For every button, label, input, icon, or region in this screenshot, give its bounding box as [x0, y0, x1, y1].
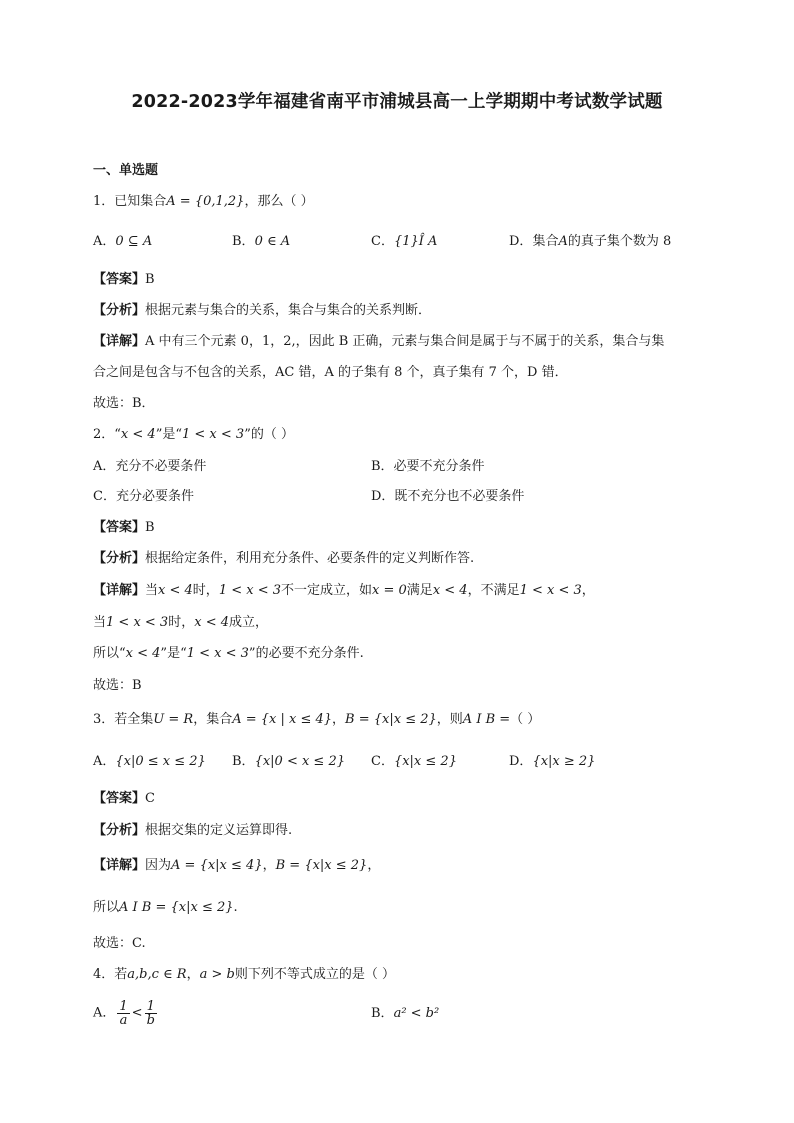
- q3-detail-2a: 所以: [93, 900, 120, 915]
- page-title: 2022-2023学年福建省南平市浦城县高一上学期期中考试数学试题: [131, 92, 663, 112]
- q1-stem-suffix: ，那么（ ）: [244, 194, 314, 209]
- q3-option-d: [509, 753, 595, 771]
- q1-option-a-math: 0 ⊆ A: [115, 234, 153, 249]
- q1-choice: 故选：B．: [93, 396, 155, 411]
- q1-option-d: [509, 233, 671, 251]
- q2-analysis-tag: 【分析】: [93, 551, 146, 566]
- q1-stem-prefix: 1．已知集合: [93, 194, 167, 209]
- q2-detail-2c: 成立，: [229, 615, 269, 630]
- q3-detail-tag: 【详解】: [93, 858, 146, 873]
- q4-option-a-less-than: <: [131, 1005, 143, 1021]
- q4-option-b: [371, 1005, 439, 1023]
- q3-option-a: [93, 753, 206, 771]
- q3-detail-2-math-1: A I B = {x|x ≤ 2}: [119, 900, 234, 915]
- q1-option-d-math: A: [558, 234, 568, 249]
- q2-answer-value: B: [145, 520, 155, 535]
- q3-stem-math-1: U = R: [153, 712, 194, 727]
- q4-fraction-1-denominator: a: [119, 1013, 128, 1028]
- q1-analysis-tag: 【分析】: [93, 303, 146, 318]
- q4-option-b-label: B．: [371, 1006, 394, 1021]
- q1-option-b: [232, 233, 290, 251]
- q2-detail-1-math-5: 1 < x < 3: [519, 583, 582, 598]
- q4-fraction-1-numerator: 1: [119, 999, 128, 1014]
- q3-detail-1a: 因为: [145, 858, 172, 873]
- q3-detail-1c: ，: [367, 858, 381, 873]
- q2-detail-1e: ，不满足: [467, 583, 520, 598]
- q2-choice: 故选：B: [93, 678, 142, 693]
- q2-detail-3b: ”是“: [160, 646, 187, 661]
- q2-detail-1c: 不一定成立，如: [281, 583, 373, 598]
- q2-detail-1-math-2: 1 < x < 3: [218, 583, 282, 598]
- q3-option-a-math: {x|0 ≤ x ≤ 2}: [115, 754, 206, 769]
- q3-option-d-math: {x|x ≥ 2}: [532, 754, 596, 769]
- q2-analysis-text: 根据给定条件，利用充分条件、必要条件的定义判断作答.: [145, 551, 475, 566]
- q3-option-c-label: C．: [371, 754, 394, 769]
- q1-option-a: [93, 233, 152, 251]
- q1-detail-line-2: 合之间是包含与不包含的关系，AC 错，A 的子集有 8 个，真子集有 7 个，D 错．: [93, 365, 568, 380]
- q4-stem-math-1: a,b,c ∈ R: [127, 967, 187, 982]
- q2-answer: [93, 519, 155, 537]
- q2-detail-1-math-3: x = 0: [372, 583, 407, 598]
- q1-detail-text-1: A 中有三个元素 0，1，2,，因此 B 正确，元素与集合间是属于与不属于的关系，集合与集: [145, 334, 665, 349]
- q2-detail-tag: 【详解】: [93, 583, 146, 598]
- q3-detail-line-2: [93, 899, 238, 917]
- q2-option-a: A．充分不必要条件: [93, 459, 207, 474]
- q2-answer-tag: 【答案】: [93, 520, 146, 535]
- q3-stem-suffix: （ ）: [510, 712, 541, 727]
- q3-stem-prefix: 3．若全集: [93, 712, 154, 727]
- q3-detail-1-math-2: B = {x|x ≤ 2}: [275, 858, 368, 873]
- q2-detail-2b: 时，: [168, 615, 195, 630]
- q2-detail-1-math-1: x < 4: [158, 583, 193, 598]
- q3-detail-1-math-1: A = {x|x ≤ 4}: [171, 858, 263, 873]
- q3-stem-mid-2: ，: [332, 712, 346, 727]
- q3-option-a-label: A．: [93, 754, 116, 769]
- q2-detail-2a: 当: [93, 615, 107, 630]
- q2-detail-2-math-1: 1 < x < 3: [106, 615, 169, 630]
- question-2-stem: [93, 426, 294, 444]
- q3-answer: [93, 790, 155, 808]
- q2-detail-3-math-1: x < 4: [125, 646, 161, 661]
- q2-stem-math-1: x < 4: [120, 427, 156, 442]
- q4-option-b-math: a² < b²: [393, 1006, 440, 1021]
- q3-analysis: [93, 822, 292, 840]
- q3-option-d-label: D．: [509, 754, 533, 769]
- q3-stem-mid-1: ，集合: [193, 712, 233, 727]
- q2-analysis: [93, 550, 474, 568]
- q1-detail-tag: 【详解】: [93, 334, 146, 349]
- q2-detail-line-3: [93, 645, 364, 663]
- q3-stem-math-4: A I B =: [462, 712, 511, 727]
- q3-stem-math-3: B = {x|x ≤ 2}: [345, 712, 437, 727]
- q1-option-d-label: D．: [509, 234, 533, 249]
- q1-option-d-text-suffix: 的真子集个数为 8: [567, 234, 672, 249]
- q4-option-a: [93, 1000, 159, 1027]
- q2-option-c: C．充分必要条件: [93, 489, 194, 504]
- q1-option-b-math: 0 ∈ A: [254, 234, 291, 249]
- q2-detail-3-math-2: 1 < x < 3: [186, 646, 249, 661]
- q3-answer-tag: 【答案】: [93, 791, 146, 806]
- q1-option-d-text-prefix: 集合: [532, 234, 559, 249]
- q3-answer-value: C: [145, 791, 155, 806]
- q4-stem-prefix: 4．若: [93, 967, 128, 982]
- q2-detail-1b: 时，: [192, 583, 219, 598]
- q2-detail-line-2: [93, 614, 268, 632]
- q3-analysis-text: 根据交集的定义运算即得.: [145, 823, 293, 838]
- q1-analysis-text: 根据元素与集合的关系，集合与集合的关系判断．: [145, 303, 432, 318]
- q3-detail-line-1: [93, 857, 380, 875]
- q2-stem-suffix: ”的（ ）: [244, 427, 294, 442]
- section-heading: 一、单选题: [93, 163, 159, 178]
- q1-answer-value: B: [145, 272, 155, 287]
- q4-option-a-label: A．: [93, 1005, 116, 1021]
- q1-option-a-label: A．: [93, 234, 116, 249]
- q4-fraction-2-denominator: b: [146, 1013, 155, 1028]
- q2-detail-1a: 当: [145, 583, 159, 598]
- q1-answer-tag: 【答案】: [93, 272, 146, 287]
- q1-stem-math: A = {0,1,2}: [166, 194, 245, 209]
- q3-choice: 故选：C.: [93, 936, 146, 951]
- q4-option-a-fraction-2: [145, 1000, 157, 1027]
- q4-fraction-2-numerator: 1: [145, 1000, 157, 1014]
- q2-option-d: D．既不充分也不必要条件: [371, 489, 525, 504]
- q4-option-a-fraction-1: [117, 1000, 129, 1027]
- q1-option-c: [371, 233, 437, 251]
- q3-stem-math-2: A = {x | x ≤ 4}: [232, 712, 333, 727]
- q4-stem-suffix: 则下列不等式成立的是（ ）: [234, 967, 395, 982]
- q1-detail-line-1: [93, 333, 664, 351]
- question-1-stem: [93, 193, 314, 211]
- question-4-stem: [93, 966, 395, 984]
- q2-detail-2-math-2: x < 4: [194, 615, 229, 630]
- q2-detail-1f: ，: [581, 583, 595, 598]
- q1-analysis: [93, 302, 431, 320]
- q3-analysis-tag: 【分析】: [93, 823, 146, 838]
- q1-option-c-label: C．: [371, 234, 394, 249]
- q2-detail-3c: ”的必要不充分条件.: [248, 646, 364, 661]
- q1-option-c-math: {1}Î A: [393, 234, 438, 249]
- q3-option-c-math: {x|x ≤ 2}: [393, 754, 457, 769]
- q3-detail-1b: ，: [262, 858, 276, 873]
- q2-option-b: B．必要不充分条件: [371, 459, 485, 474]
- q1-option-b-label: B．: [232, 234, 255, 249]
- q4-stem-mid: ，: [186, 967, 200, 982]
- q2-stem-math-2: 1 < x < 3: [181, 427, 245, 442]
- question-3-stem: [93, 711, 540, 729]
- q2-stem-mid: ”是“: [155, 427, 182, 442]
- q2-detail-line-1: [93, 582, 595, 600]
- q2-detail-3a: 所以“: [93, 646, 126, 661]
- q2-stem-prefix: 2．“: [93, 427, 121, 442]
- q3-option-b-math: {x|0 < x ≤ 2}: [254, 754, 346, 769]
- q1-answer: [93, 271, 155, 289]
- q3-option-b: [232, 753, 345, 771]
- q3-detail-2b: .: [233, 900, 238, 915]
- q3-option-b-label: B．: [232, 754, 255, 769]
- q3-stem-mid-3: ，则: [436, 712, 463, 727]
- q2-detail-1-math-4: x < 4: [432, 583, 468, 598]
- q4-stem-math-2: a > b: [199, 967, 235, 982]
- q2-detail-1d: 满足: [406, 583, 433, 598]
- q3-option-c: [371, 753, 457, 771]
